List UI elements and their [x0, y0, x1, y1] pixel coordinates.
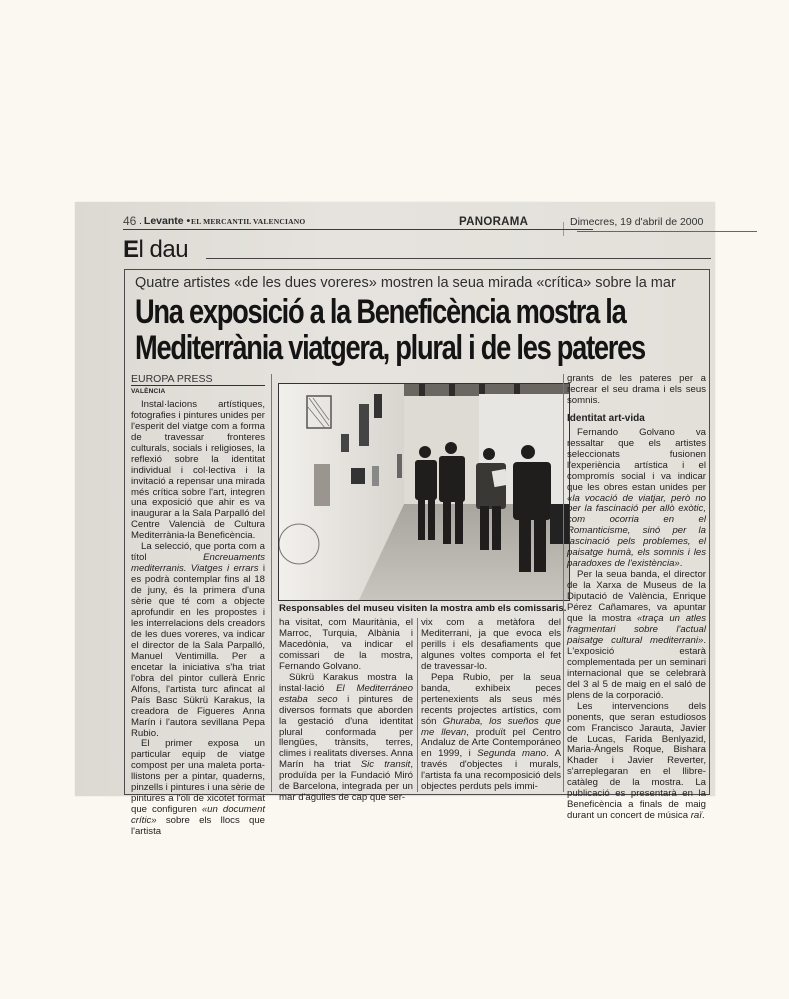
gallery-photo-illustration	[279, 384, 569, 600]
paragraph: Per la seua banda, el director de la Xarxa de Museus de la Diputació de València, Enrique Pérez Cañamares, va apuntar que la mostra «traça un atles fragmentari sobre l'actual paisatge cultural mediterrani». L'exposició estarà complementada per un seminari internacional que se celebrarà del 3 al 5 de maig en el saló de plens de la corporació.	[567, 569, 706, 701]
column-divider	[271, 374, 272, 792]
masthead	[123, 212, 715, 228]
paragraph: Pepa Rubio, per la seua banda, exhibeix peces pertenexients als seus més recents projectes artístics, com són Ghuraba, los sueños que me llevan, produït pel Centro Andaluz de Arte Contemporáneo en 1999, i Segunda mano. A través d'objectes i murals, l'artista fa una recomposició dels objectes perduts pels immi-	[421, 671, 561, 793]
photo-caption: Responsables del museu visiten la mostra amb els comissaris.	[279, 603, 567, 614]
article-box	[124, 269, 710, 838]
paragraph: Fernando Golvano va ressaltar que els artistes seleccionats fusionen l'experiència artística i el compromís social i va indicar que les obres estan unides per «la vocació de viatjar, però no per la fascinació per allò exòtic, com ocorria en el Romanticisme, sinó per la fascinació pels problemes, el paisatge humà, els somnis i les paradoxes de l'existència».	[567, 426, 706, 570]
column-divider	[417, 618, 418, 792]
column-title: El dau	[123, 236, 189, 263]
paragraph: La selecció, que porta com a títol Encreuaments mediterranis. Viatges i errars i es podrà contemplar fins al 18 de juny, és la primera d'una sèrie que té com a objecte aprofundir en les propostes i les interrelacions dels creadors de les dues voreres, va indicar el director de la Sala Parpalló, Manuel Ventimilla. Per a encetar la iniciativa s'ha triat l'obra del pintor cullerà Enric Alfons, l'artista turc afincat al País Basc Sükrü Karakus, la creadora de Figueres Anna Marín i l'autora sevillana Pepa Rubio.	[131, 541, 265, 739]
dateline-place: VALÈNCIA	[131, 387, 166, 395]
paragraph: Les intervencions dels ponents, que seran estudiosos com Francisco Jarauta, Javier de Lucas, Farida Benlyazid, Maria-Àngels Roque, Bishara Khader i Javier Reverter, s'arreplegaran en el llibre-catàleg de la mostra. La publicació es presentarà en la Beneficència a finals de maig durant un concert de música raï.	[567, 700, 706, 822]
article-headline: Una exposició a la Beneficència mostra la Mediterrània viatgera, plural i de les pateres	[135, 293, 645, 367]
paragraph: Sükrü Karakus mostra la instal·lació El Mediterráneo estaba seco i pintures de diversos formats que aborden la gestació d'una identitat plural conformada per llengües, trànsits, terres, climes i realitats diverses. Anna Marín ha triat Sic transit, produïda per la Fundació Miró de Barcelona, integrada per un mar d'agulles de cap que ser-	[279, 671, 413, 804]
paper-subtitle: EL MERCANTIL VALENCIANO	[191, 217, 306, 226]
article-column-4	[567, 374, 706, 822]
article-photo	[278, 383, 570, 601]
paragraph: Instal·lacions artístiques, fotografies i pintures unides per l'esperit del viatge com a forma de travessar fronteres culturals, socials i religioses, la reflexió sobre la identitat individual i col·lectiva i la invitació a repensar una mirada més crítica sobre l'art, integren una exposició que ahir es va inaugurar a la Sala Parpalló del Centre Valencià de Cultura Mediterrània-la Beneficència.	[131, 398, 265, 542]
date-rule	[577, 231, 757, 232]
byline: EUROPA PRESS	[131, 374, 265, 386]
article-kicker: Quatre artistes «de les dues voreres» mostren la seua mirada «crítica» sobre la mar	[135, 275, 676, 291]
paragraph: El primer exposa un particular equip de viatge compost per una maleta porta-llistons per a pintar, quaderns, pinzells i pintures i una sèrie de pintures a l'oli de xicotet format que configuren «un document crític» sobre els llocs que l'artista	[131, 738, 265, 838]
paragraph: grants de les pateres per a recrear el seu drama i els seus somnis.	[567, 373, 706, 406]
section-name: PANORAMA	[459, 216, 529, 228]
publication-date: Dimecres, 19 d'abril de 2000	[570, 216, 704, 228]
paragraph: vix com a metàfora del Mediterrani, ja que evoca els perills i els desafiaments que algunes voltes comporta el fet de travessar-lo.	[421, 617, 561, 672]
newspaper-clipping	[75, 202, 715, 838]
article-column-1	[131, 374, 265, 838]
paper-name: . Levante •	[139, 215, 191, 227]
masthead-rule	[123, 229, 593, 230]
subheading: Identitat art-vida	[567, 412, 645, 424]
page-number: 46	[123, 214, 137, 228]
column-divider	[563, 374, 564, 792]
paragraph: ha visitat, com Mauritània, el Marroc, Turquia, Albània i Macedònia, va indicar el comissari de la mostra, Fernando Golvano.	[279, 617, 413, 672]
article-column-2	[279, 618, 413, 804]
article-column-3	[421, 618, 561, 793]
column-title-rule	[206, 258, 711, 259]
